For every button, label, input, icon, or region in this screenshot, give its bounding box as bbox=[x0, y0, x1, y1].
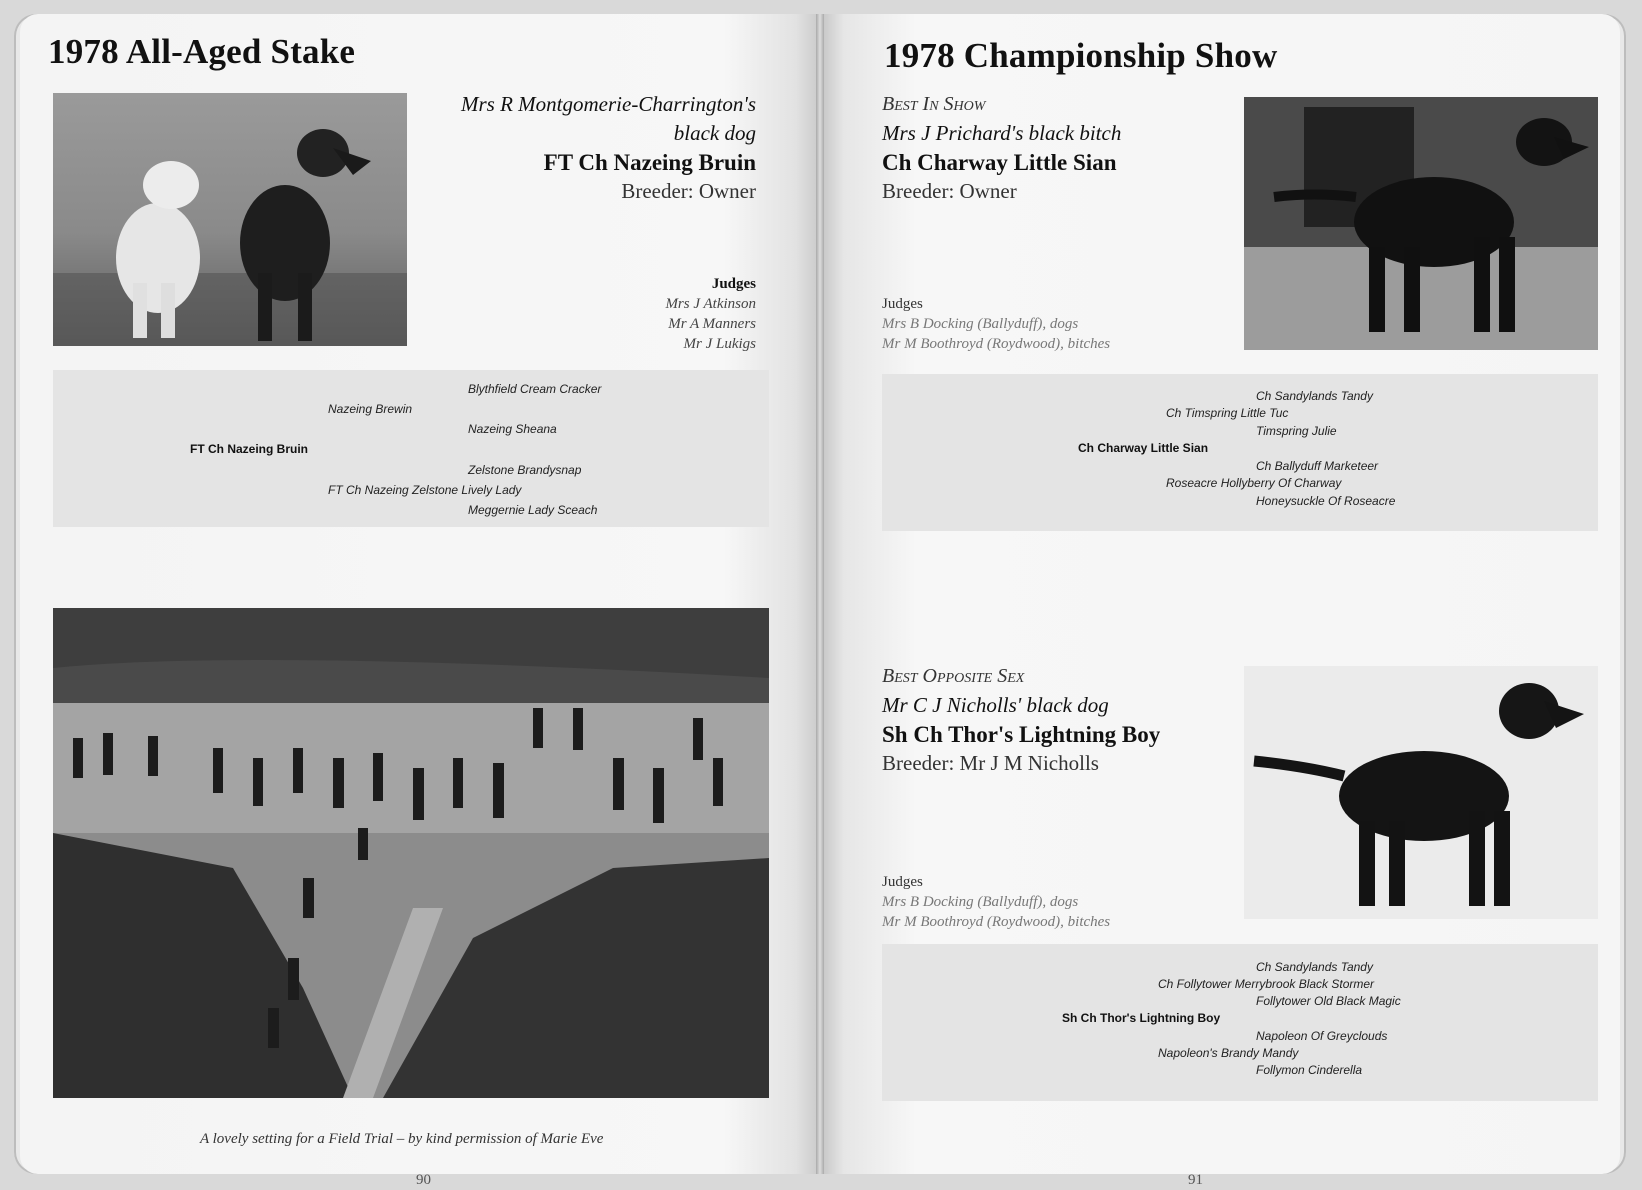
photo-two-labradors bbox=[53, 93, 407, 346]
pedigree-sire: Ch Timspring Little Tuc bbox=[1166, 406, 1289, 420]
photo-black-bitch-image bbox=[1244, 97, 1598, 350]
left-page bbox=[20, 14, 820, 1188]
pedigree-dam-dam: Meggernie Lady Sceach bbox=[468, 503, 598, 517]
pedigree-sire-dam: Timspring Julie bbox=[1256, 424, 1337, 438]
pedigree-sire: Ch Follytower Merrybrook Black Stormer bbox=[1158, 977, 1375, 991]
pedigree-dam-dam: Follymon Cinderella bbox=[1256, 1063, 1363, 1077]
award-info bbox=[461, 90, 756, 206]
judges-block bbox=[665, 274, 756, 354]
judges-heading: Judges bbox=[711, 276, 756, 292]
judge-name: Mr A Manners bbox=[668, 316, 756, 332]
pedigree-dam-sire: Napoleon Of Greyclouds bbox=[1256, 1029, 1388, 1043]
page-number: 90 bbox=[416, 1172, 431, 1188]
pedigree-sire-sire: Ch Sandylands Tandy bbox=[1256, 960, 1373, 974]
photo-field-trial bbox=[53, 608, 769, 1098]
page-title: 1978 All-Aged Stake bbox=[48, 32, 356, 71]
breeder: Breeder: Owner bbox=[621, 179, 756, 203]
judges-heading: Judges bbox=[882, 874, 923, 890]
breeder: Breeder: Mr J M Nicholls bbox=[882, 751, 1099, 775]
judge-name: Mrs B Docking (Ballyduff), dogs bbox=[882, 894, 1079, 910]
owner-line-2: black dog bbox=[673, 121, 756, 145]
judge-name: Mrs J Atkinson bbox=[665, 296, 756, 312]
pedigree-table bbox=[53, 370, 769, 527]
pedigree-subject: FT Ch Nazeing Bruin bbox=[190, 442, 308, 456]
judge-name: Mr M Boothroyd (Roydwood), bitches bbox=[882, 336, 1111, 352]
right-page bbox=[820, 14, 1620, 1188]
pedigree-subject: Ch Charway Little Sian bbox=[1078, 441, 1209, 455]
award-label: Best In Show bbox=[882, 93, 986, 115]
judges-heading: Judges bbox=[882, 296, 923, 312]
judge-name: Mr M Boothroyd (Roydwood), bitches bbox=[882, 914, 1111, 930]
pedigree-sire: Nazeing Brewin bbox=[328, 402, 413, 416]
pedigree-sire-sire: Blythfield Cream Cracker bbox=[468, 382, 602, 396]
pedigree-dam-sire: Zelstone Brandysnap bbox=[468, 463, 582, 477]
pedigree-dam: Roseacre Hollyberry Of Charway bbox=[1166, 476, 1342, 490]
owner-line: Mrs J Prichard's black bitch bbox=[882, 121, 1122, 145]
photo-thors-lightning-boy bbox=[1244, 666, 1598, 919]
judges-block bbox=[882, 294, 1110, 354]
pedigree-dam-dam: Honeysuckle Of Roseacre bbox=[1256, 494, 1396, 508]
award-label: Best Opposite Sex bbox=[882, 665, 1025, 687]
owner-line: Mr C J Nicholls' black dog bbox=[882, 693, 1109, 717]
pedigree-sire-dam: Nazeing Sheana bbox=[468, 422, 557, 436]
judge-name: Mrs B Docking (Ballyduff), dogs bbox=[882, 316, 1079, 332]
page-title: 1978 Championship Show bbox=[884, 36, 1278, 75]
judge-name: Mr J Lukigs bbox=[683, 336, 756, 352]
book-spread bbox=[14, 14, 1626, 1188]
pedigree-dam: Napoleon's Brandy Mandy bbox=[1158, 1046, 1299, 1060]
photo-two-labradors-image bbox=[53, 93, 407, 346]
best-opposite-sex-info bbox=[882, 662, 1160, 778]
dog-name: Ch Charway Little Sian bbox=[882, 150, 1117, 175]
photo-caption: A lovely setting for a Field Trial – by kind permission of Marie Eve bbox=[200, 1131, 604, 1147]
photo-charway-little-sian bbox=[1244, 97, 1598, 350]
judges-block bbox=[882, 872, 1110, 932]
dog-name: Sh Ch Thor's Lightning Boy bbox=[882, 722, 1161, 747]
owner-line: Mrs R Montgomerie-Charrington's bbox=[461, 92, 756, 116]
photo-field-trial-image bbox=[53, 608, 769, 1098]
dog-name: FT Ch Nazeing Bruin bbox=[543, 150, 756, 175]
best-in-show-info bbox=[882, 90, 1121, 206]
photo-black-dog-image bbox=[1244, 666, 1598, 919]
page-number: 91 bbox=[1188, 1172, 1203, 1188]
pedigree-subject: Sh Ch Thor's Lightning Boy bbox=[1062, 1011, 1221, 1025]
pedigree-sire-dam: Follytower Old Black Magic bbox=[1256, 994, 1401, 1008]
pedigree-dam-sire: Ch Ballyduff Marketeer bbox=[1256, 459, 1379, 473]
pedigree-sire-sire: Ch Sandylands Tandy bbox=[1256, 389, 1373, 403]
breeder: Breeder: Owner bbox=[882, 179, 1017, 203]
pedigree-table bbox=[882, 374, 1598, 531]
pedigree-table bbox=[882, 944, 1598, 1101]
pedigree-dam: FT Ch Nazeing Zelstone Lively Lady bbox=[328, 483, 522, 497]
book-gutter bbox=[816, 14, 824, 1174]
